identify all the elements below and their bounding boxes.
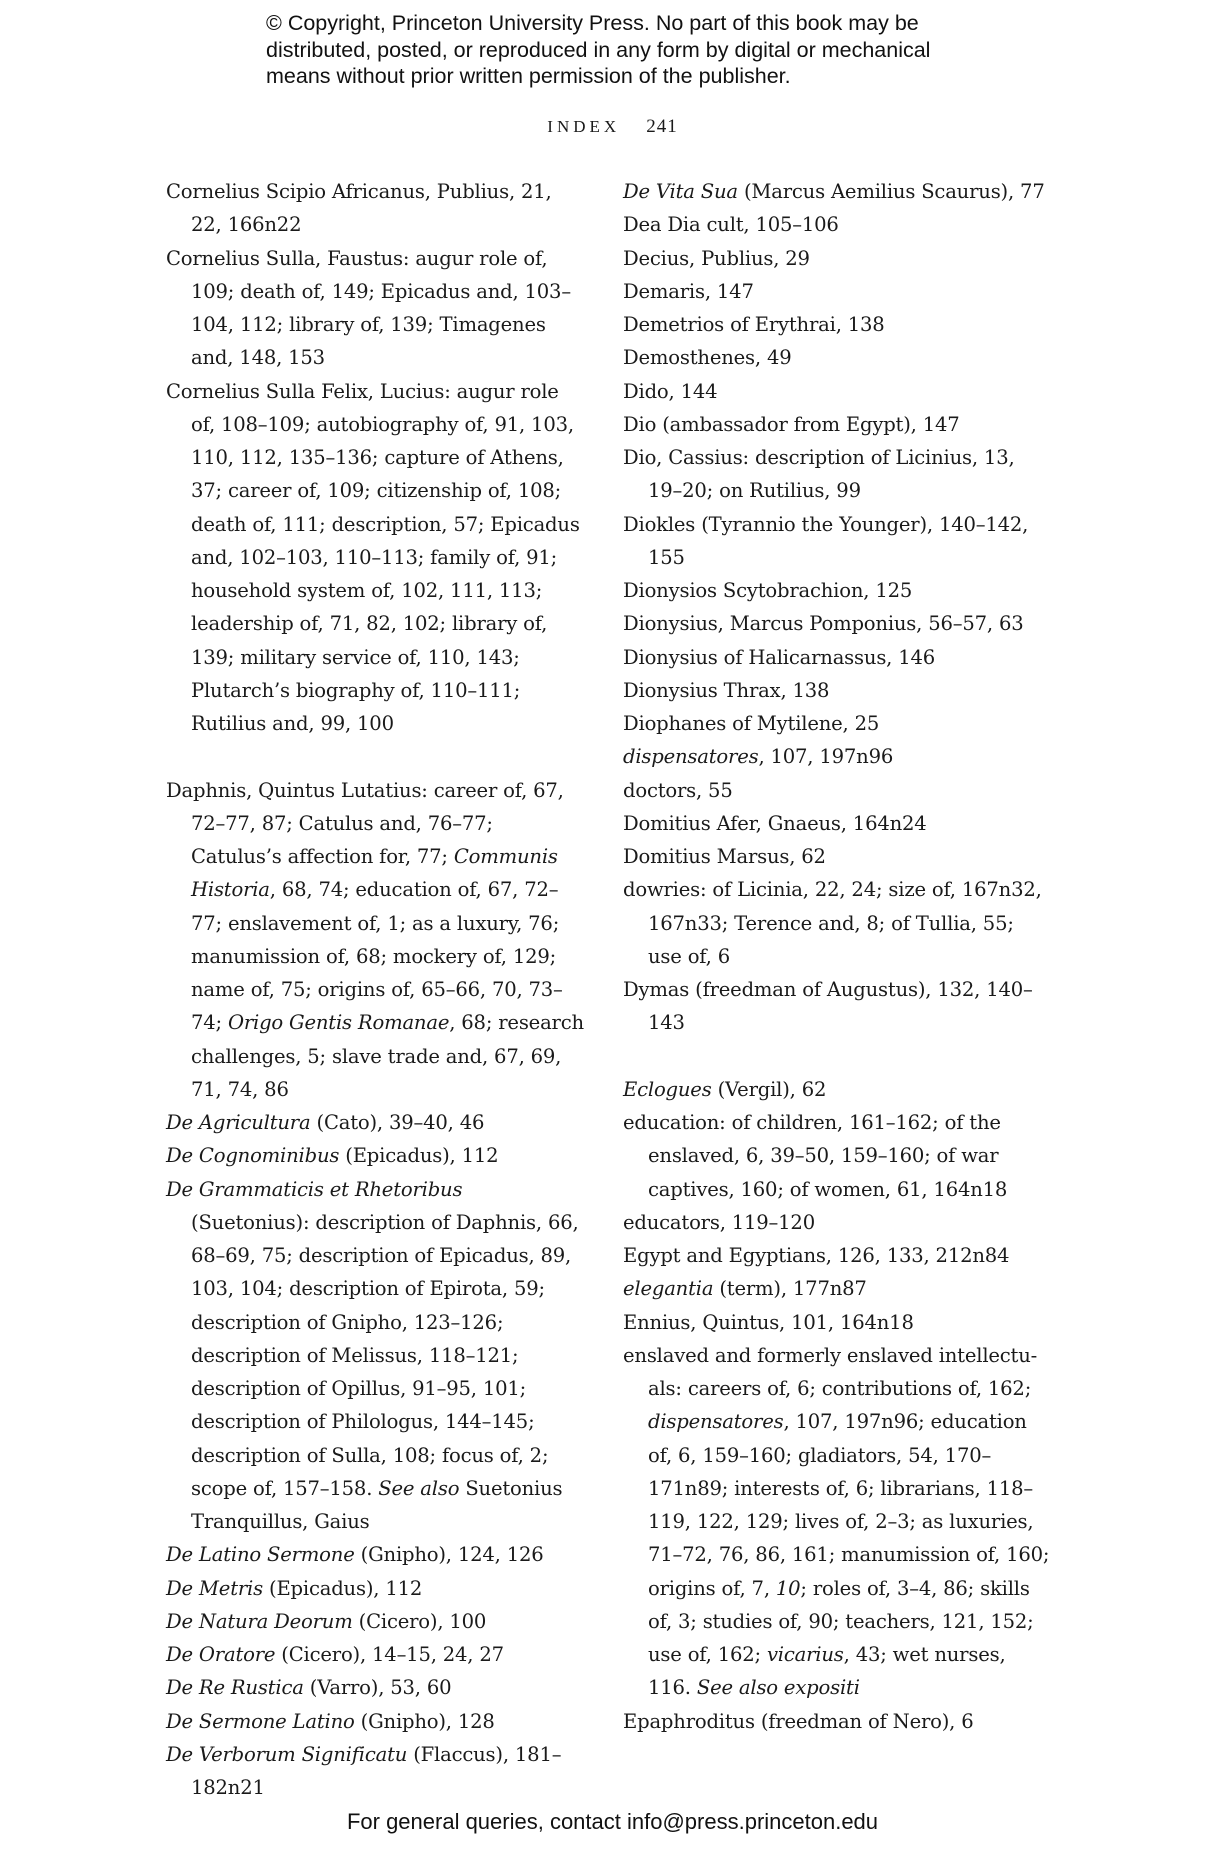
index-entry (166, 1638, 586, 1671)
index-entry-text: enslaved and formerly enslaved intellectuals: careers of, 6; contributions of, 162; (623, 1343, 1038, 1400)
index-entry-text: doctors, 55 (623, 778, 733, 802)
index-entry-italic-text: De Verborum Significatu (166, 1742, 408, 1766)
running-head-title: INDEX (547, 117, 621, 136)
index-entry-text: Egypt and Egyptians, 126, 133, 212n84 (623, 1244, 1010, 1267)
index-entry (623, 275, 1053, 308)
page-number: 241 (646, 116, 678, 137)
index-entry (166, 1671, 586, 1704)
index-entry-text: (Suetonius): description of Daphnis, 66, 68–69, 75; description of Epicadus, 89, 103, 104; description of Epirota, 59; description of Gnipho, 123–126; description of Melissus, 118–121; description of Opillus, 91–95, 101; description of Philologus, 144–145; description of Sulla, 108; focus of, 2; scope of, 157–158. (191, 1210, 579, 1500)
index-entry-italic-text: dispensatores (648, 1410, 784, 1434)
index-entry-italic-text: Origo Gentis Romanae (227, 1011, 450, 1035)
index-entry (623, 740, 1053, 773)
index-entry-text: (Cicero), 14–15, 24, 27 (275, 1643, 504, 1666)
index-entry-text: Dido, 144 (623, 379, 718, 403)
index-entry-italic-text: Eclogues (623, 1077, 712, 1101)
index-entry-italic-text: De Sermone Latino (166, 1709, 355, 1733)
index-entry-italic-text: See also (378, 1476, 460, 1500)
index-entry-text: (Epicadus), 112 (339, 1144, 499, 1168)
index-entry-text: , 43; wet nurses, 116. (648, 1643, 1006, 1700)
index-entry-italic-text: De Metris (166, 1576, 263, 1600)
index-entry (623, 607, 1053, 640)
index-entry (166, 242, 586, 375)
copyright-line: © Copyright, Princeton University Press. No part of this book may be (266, 11, 919, 35)
index-entry-italic-text: De Agricultura (166, 1111, 311, 1134)
index-entry (623, 973, 1053, 1040)
index-entry-text: Demosthenes, 49 (623, 346, 792, 370)
index-entry-italic-text: De Cognominibus (166, 1144, 340, 1168)
index-entry (623, 341, 1053, 374)
index-entry-text: , 68, 74; education of, 67, 72–77; enslavement of, 1; as a luxury, 76; manumission of, 68; mockery of, 129; name of, 75; origins of, 65–66, 70, 73–74; (191, 878, 563, 1035)
index-entry-text: (Varro), 53, 60 (303, 1676, 452, 1700)
index-entry (623, 1239, 1053, 1272)
index-entry-text: (Gnipho), 124, 126 (354, 1543, 544, 1567)
index-entry (623, 441, 1053, 508)
index-entry (623, 175, 1053, 208)
index-entry (623, 574, 1053, 607)
index-entry-text: Daphnis, Quintus Lutatius: career of, 67, 72–77, 87; Catulus and, 76–77; Catulus’s affection for, 77; (166, 778, 564, 868)
index-entry-text: ; roles of, 3–4, 86; skills of, 3; studies of, 90; teachers, 121, 152; use of, 162; (648, 1576, 1034, 1666)
index-entry-text: (Gnipho), 128 (354, 1709, 495, 1733)
index-entry-text: (Vergil), 62 (711, 1077, 827, 1101)
index-entry-text: (Epicadus), 112 (262, 1576, 423, 1600)
index-entry-text: (Cato), 39–40, 46 (310, 1111, 485, 1134)
index-entry (623, 807, 1053, 840)
index-column-right (623, 175, 1053, 1738)
index-entry-text: , 107, 197n96; education of, 6, 159–160; gladiators, 54, 170–171n89; interests of, 6; librarians, 118–119, 122, 129; lives of, 2–3; as luxuries, 71–72, 76, 86, 161; manumission of, 160; origins of, 7, (648, 1410, 1050, 1600)
index-entry-italic-text: Communis Historia (191, 845, 558, 902)
index-entry-text: education: of children, 161–162; of the enslaved, 6, 39–50, 159–160; of war captives, 160; of women, 61, 164n18 (623, 1111, 1008, 1201)
index-entry (623, 641, 1053, 674)
index-entry-text: Domitius Afer, Gnaeus, 164n24 (623, 811, 927, 835)
index-entry-text: Dionysios Scytobrachion, 125 (623, 579, 913, 602)
index-entry (166, 175, 586, 242)
index-entry (623, 1272, 1053, 1305)
index-entry-text: Diokles (Tyrannio the Younger), 140–142, 155 (623, 512, 1029, 569)
copyright-notice (266, 10, 1026, 90)
index-entry-text: Diophanes of Mytilene, 25 (623, 712, 880, 735)
index-entry-text: , 107, 197n96 (758, 745, 894, 769)
index-entry (166, 1738, 586, 1805)
index-entry-italic-text: dispensatores (623, 745, 759, 769)
index-entry-text: Demetrios of Erythrai, 138 (623, 313, 885, 336)
index-entry-text: dowries: of Licinia, 22, 24; size of, 167n32, 167n33; Terence and, 8; of Tullia, 55; use of, 6 (623, 878, 1042, 968)
index-entry-text: Suetonius Tranquillus, Gaius (191, 1476, 563, 1533)
index-entry (623, 873, 1053, 973)
index-entry (623, 674, 1053, 707)
index-entry (623, 408, 1053, 441)
index-entry (623, 242, 1053, 275)
index-entry (623, 375, 1053, 408)
index-entry-text: Ennius, Quintus, 101, 164n18 (623, 1310, 914, 1334)
index-entry-text: Dionysius, Marcus Pomponius, 56–57, 63 (623, 612, 1024, 636)
index-entry-text: Domitius Marsus, 62 (623, 845, 826, 868)
letter-group-gap (166, 740, 586, 773)
index-entry-text: Dio, Cassius: description of Licinius, 13, 19–20; on Rutilius, 99 (623, 446, 1015, 503)
index-entry-text: (Cicero), 100 (352, 1609, 487, 1633)
index-entry-text: Dionysius Thrax, 138 (623, 678, 830, 702)
index-entry (166, 375, 586, 741)
index-entry-italic-text: De Grammaticis et Rhetoribus (166, 1177, 463, 1201)
index-entry-text: Dea Dia cult, 105–106 (623, 213, 839, 237)
index-entry-text: Epaphroditus (freedman of Nero), 6 (623, 1709, 974, 1733)
index-entry-italic-text: De Latino Sermone (166, 1543, 355, 1567)
index-entry-text: (Flaccus), 181–182n21 (191, 1742, 562, 1799)
index-entry-text: Dionysius of Halicarnassus, 146 (623, 645, 936, 669)
index-entry (166, 1572, 586, 1605)
index-entry-italic-text: De Re Rustica (166, 1676, 304, 1700)
running-head (0, 116, 1225, 138)
index-entry (166, 1106, 586, 1139)
index-entry (166, 1139, 586, 1172)
index-entry-italic-text: elegantia (623, 1277, 714, 1301)
index-entry-text: , 68; research challenges, 5; slave trade and, 67, 69, 71, 74, 86 (191, 1011, 584, 1101)
copyright-line: means without prior written permission of the publisher. (266, 64, 791, 88)
index-entry-italic-text: De Oratore (166, 1643, 276, 1666)
index-entry-italic-text: De Vita Sua (623, 180, 738, 203)
index-entry (623, 1705, 1053, 1738)
letter-group-gap (623, 1040, 1053, 1073)
index-column-left (166, 175, 586, 1804)
index-entry-text: Demaris, 147 (623, 279, 754, 303)
index-entry-text: Dio (ambassador from Egypt), 147 (623, 412, 960, 436)
copyright-line: distributed, posted, or reproduced in any form by digital or mechanical (266, 37, 931, 62)
index-entry-italic-text: See also expositi (696, 1676, 860, 1700)
index-entry-text: (Marcus Aemilius Scaurus), 77 (737, 180, 1045, 203)
index-entry (623, 774, 1053, 807)
index-entry (166, 1173, 586, 1539)
index-entry-text: Cornelius Scipio Africanus, Publius, 21, 22, 166n22 (166, 180, 552, 237)
index-entry-text: (term), 177n87 (713, 1277, 867, 1301)
footer-contact: For general queries, contact info@press.princeton.edu (346, 1809, 879, 1834)
index-entry (623, 707, 1053, 740)
index-entry (623, 208, 1053, 241)
index-entry (166, 774, 586, 1107)
index-entry-italic-text: De Natura Deorum (166, 1609, 353, 1633)
index-entry (166, 1705, 586, 1738)
index-entry-italic-text: 10 (775, 1576, 801, 1600)
index-entry-italic-text: vicarius (766, 1643, 844, 1666)
index-entry (623, 840, 1053, 873)
index-entry-text: Cornelius Sulla Felix, Lucius: augur role of, 108–109; autobiography of, 91, 103, 110, 112, 135–136; capture of Athens, 37; career of, 109; citizenship of, 108; death of, 111; description, 57; Epicadus and, 102–103, 110–113; family of, 91; household system of, 102, 111, 113; leadership of, 71, 82, 102; library of, 139; military service of, 110, 143; Plutarch’s biography of, 110–111; Rutilius and, 99, 100 (166, 379, 580, 735)
index-entry (623, 1206, 1053, 1239)
index-entry (623, 1339, 1053, 1705)
index-entry (166, 1605, 586, 1638)
index-entry-text: educators, 119–120 (623, 1210, 815, 1234)
index-entry (623, 1073, 1053, 1106)
index-entry (623, 1106, 1053, 1206)
index-entry-text: Dymas (freedman of Augustus), 132, 140–143 (623, 978, 1033, 1035)
index-entry (166, 1538, 586, 1571)
index-entry (623, 308, 1053, 341)
index-entry-text: Decius, Publius, 29 (623, 246, 810, 270)
index-entry (623, 1306, 1053, 1339)
index-entry-text: Cornelius Sulla, Faustus: augur role of, 109; death of, 149; Epicadus and, 103–104, 112; library of, 139; Timagenes and, 148, 153 (166, 246, 571, 370)
index-entry (623, 508, 1053, 575)
